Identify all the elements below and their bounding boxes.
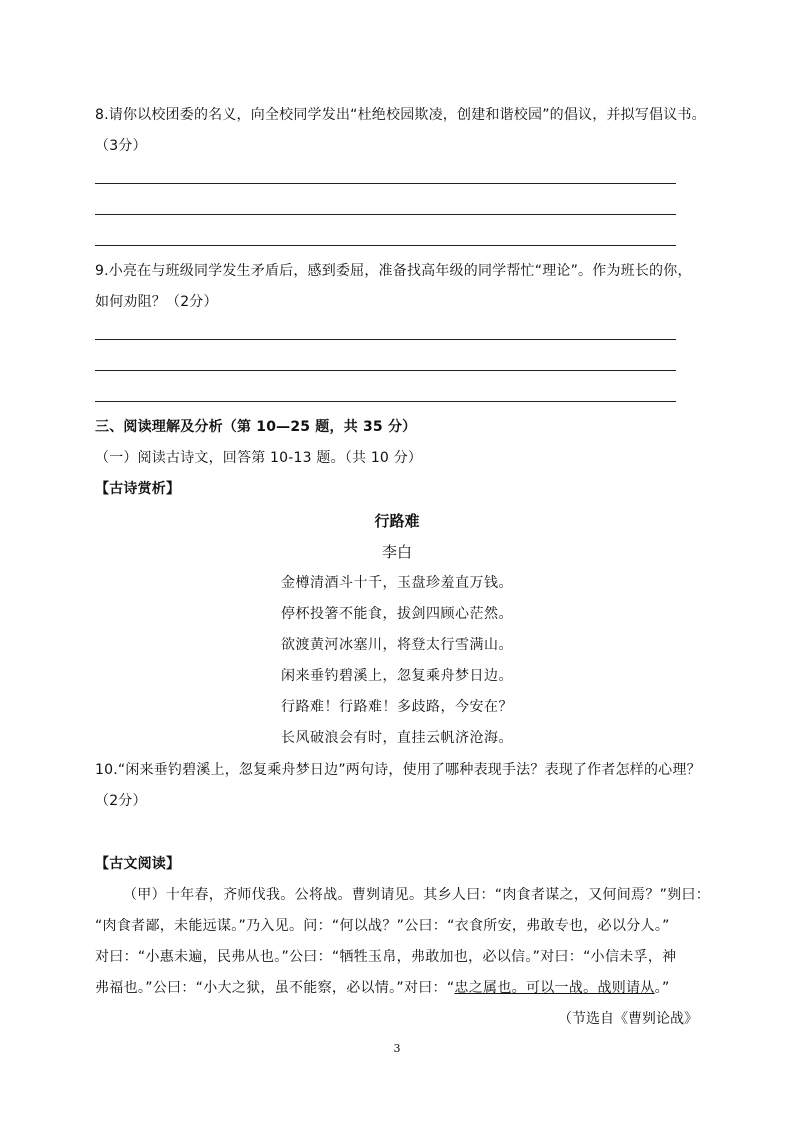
answer-line[interactable]: [95, 183, 676, 184]
question-9-text-cont: 如何劝阻？（2分）: [95, 294, 218, 310]
question-8-points: （3分）: [95, 138, 147, 154]
answer-line[interactable]: [95, 339, 676, 340]
poem-line: 欲渡黄河冰塞川，将登太行雪满山。: [281, 637, 513, 653]
classical-label: 【古文阅读】: [95, 856, 181, 872]
subsection-instruction: （一）阅读古诗文，回答第 10-13 题。（共 10 分）: [95, 450, 423, 466]
section-heading: 三、阅读理解及分析（第 10—25 题，共 35 分）: [95, 419, 417, 435]
answer-line[interactable]: [95, 245, 676, 246]
poem-author: 李白: [381, 543, 412, 561]
classical-paragraph-line: （甲）十年春，齐师伐我。公将战。曹刿请见。其乡人曰：“肉食者谋之，又何间焉？”刿曰：: [123, 887, 711, 903]
answer-line[interactable]: [95, 370, 676, 371]
poem-line: 金樽清酒斗十千，玉盘珍羞直万钱。: [281, 575, 513, 591]
poem-title: 行路难: [374, 512, 420, 530]
underlined-phrase: 忠之属也: [454, 980, 512, 996]
question-10-text: 10.“闲来垂钓碧溪上，忽复乘舟梦日边”两句诗，使用了哪种表现手法？表现了作者怎样的心理？: [95, 762, 701, 778]
classical-paragraph-line: “肉食者鄙，未能远谋。”乃入见。问：“何以战？”公曰：“衣食所安，弗敢专也，必以分人。”: [95, 918, 670, 934]
question-10-points: （2分）: [95, 793, 147, 809]
source-citation: （节选自《曹刿论战》: [558, 1011, 698, 1027]
classical-text: 弗福也。”公曰：“小大之狱，虽不能察，必以情。”对曰：“: [95, 980, 455, 996]
question-9-text: 9.小亮在与班级同学发生矛盾后，感到委屈，准备找高年级的同学帮忙“理论”。作为班长的你，: [95, 263, 692, 279]
poem-line: 行路难！行路难！多歧路，今安在？: [281, 699, 513, 715]
poem-line: 长风破浪会有时，直挂云帆济沧海。: [281, 730, 513, 746]
classical-text-end: 。”: [654, 980, 670, 996]
underlined-phrase: 可以一战: [525, 980, 584, 996]
classical-paragraph-line: 对曰：“小惠未遍，民弗从也。”公曰：“牺牲玉帛，弗敢加也，必以信。”对曰：“小信未孚，神: [95, 949, 677, 965]
answer-line[interactable]: [95, 401, 676, 402]
poem-line: 闲来垂钓碧溪上，忽复乘舟梦日边。: [281, 668, 513, 684]
page-number: 3: [393, 1042, 401, 1055]
poem-line: 停杯投箸不能食，拔剑四顾心茫然。: [281, 606, 513, 622]
punctuation: 。: [583, 980, 598, 996]
punctuation: 。: [511, 980, 526, 996]
classical-paragraph-line: [95, 977, 670, 997]
poem-label: 【古诗赏析】: [95, 481, 181, 497]
question-8-text: 8.请你以校团委的名义，向全校同学发出“杜绝校园欺凌，创建和谐校园”的倡议，并拟写倡议书。: [95, 107, 706, 123]
answer-line[interactable]: [95, 214, 676, 215]
underlined-phrase: 战则请从: [597, 980, 655, 996]
